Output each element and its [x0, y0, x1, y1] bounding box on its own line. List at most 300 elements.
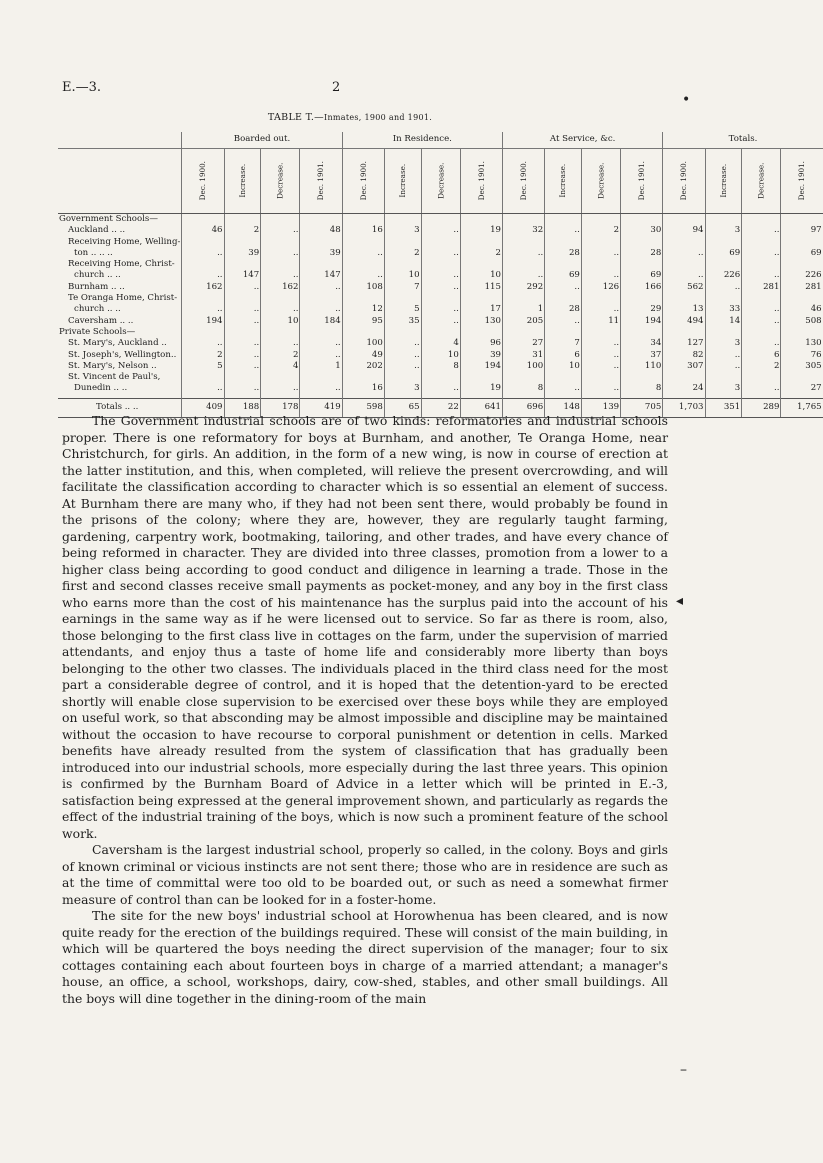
table-cell: [224, 214, 261, 226]
table-cell: ..: [300, 338, 342, 349]
table-cell: 126: [581, 282, 620, 293]
table-cell: [621, 372, 663, 383]
table-cell: ..: [742, 248, 781, 259]
table-cell: 494: [663, 316, 705, 327]
table-cell: 97: [781, 225, 823, 236]
table-cell: 10: [384, 270, 421, 281]
table-cell: 8: [503, 383, 545, 398]
table-cell: 35: [384, 316, 421, 327]
column-header: Increase.: [705, 149, 742, 214]
table-cell: [663, 293, 705, 304]
table-cell: [742, 327, 781, 338]
table-cell: [224, 259, 261, 270]
table-cell: ..: [182, 304, 224, 315]
table-row: [58, 338, 823, 349]
table-cell: 31: [503, 350, 545, 361]
table-row: [58, 383, 823, 398]
table-row: [58, 237, 823, 248]
margin-mark: ◂: [676, 593, 684, 609]
table-row: [58, 293, 823, 304]
table-cell: 69: [621, 270, 663, 281]
table-cell: [503, 214, 545, 226]
table-cell: 178: [261, 398, 300, 417]
table-cell: ..: [342, 248, 384, 259]
table-cell: [300, 259, 342, 270]
table-cell: [460, 214, 502, 226]
table-cell: 108: [342, 282, 384, 293]
row-label: Government Schools—: [59, 214, 158, 224]
table-cell: [545, 259, 582, 270]
paragraph: The Government industrial schools are of two kinds: reformatories and industrial schools proper. There is one reformatory for boys at Burnham, and another, Te Oranga Home, near Christchurch, for girls. An addition, in the form of a new wing, is now in course of erection at the latter institution, and this, when completed, will relieve the present overcrowding, and will facilitate the classification according to character which is so essential an element of success. At Burnham there are many who, if they had not been sent there, would probably be found in the prisons of the colony; where they are, however, they are regularly taught farming, gardening, carpentry work, bootmaking, tailoring, and other trades, and have every chance of being reformed in character. They are divided into three classes, promotion from a lower to a higher class being according to good conduct and diligence in learning a trade. Those in the first and second classes receive small payments as pocket-money, and any boy in the first class who earns more than the cost of his maintenance has the surplus paid into the account of his earnings in the same way as if he were licensed out to service. So far as there is room, also, those belonging to the first class live in cottages on the farm, under the supervision of married attendants, and enjoy thus a taste of home life and considerably more liberty than boys belonging to the other two classes. The individuals placed in the third class need for the most part a considerable degree of control, and it is hoped that the detention-yard to be erected shortly will enable close supervision to be exercised over these boys while they are employed on useful work, so that absconding may be almost impossible and discipline may be maintained without the occasion to have recourse to corporal punishment or detention in cells. Marked benefits have already resulted from the system of classification that has gradually been introduced into our industrial schools, more especially during the last three years. This opinion is confirmed by the Burnham Board of Advice in a letter which will be printed in E.-3, satisfaction being expressed at the general improvement shown, and particularly as regards the effect of the industrial training of the boys, which is now such a prominent feature of the school work.: [62, 413, 668, 841]
table-cell: ..: [261, 383, 300, 398]
table-cell: 147: [300, 270, 342, 281]
table-cell: [182, 214, 224, 226]
row-label: Totals .. ..: [58, 398, 182, 417]
table-cell: [261, 259, 300, 270]
table-cell: 696: [503, 398, 545, 417]
table-cell: 419: [300, 398, 342, 417]
table-cell: 508: [781, 316, 823, 327]
table-cell: 10: [261, 316, 300, 327]
table-cell: [742, 293, 781, 304]
inmates-table: [58, 132, 823, 418]
row-label: St. Mary's, Auckland ..: [68, 338, 167, 349]
table-cell: [503, 293, 545, 304]
table-cell: 166: [621, 282, 663, 293]
table-cell: 10: [421, 350, 460, 361]
row-label: Auckland .. ..: [68, 225, 126, 236]
table-cell: ..: [581, 248, 620, 259]
table-cell: 65: [384, 398, 421, 417]
table-row: [58, 350, 823, 361]
table-cell: 13: [663, 304, 705, 315]
table-cell: 148: [545, 398, 582, 417]
table-cell: 95: [342, 316, 384, 327]
table-cell: 289: [742, 398, 781, 417]
column-header: Decrease.: [421, 149, 460, 214]
table-cell: 5: [384, 304, 421, 315]
table-cell: 3: [705, 225, 742, 236]
table-cell: 22: [421, 398, 460, 417]
table-cell: 29: [621, 304, 663, 315]
table-cell: 194: [621, 316, 663, 327]
table-cell: ..: [224, 350, 261, 361]
table-cell: 16: [342, 383, 384, 398]
table-cell: [621, 237, 663, 248]
row-label: St. Joseph's, Wellington..: [68, 349, 177, 360]
table-cell: 94: [663, 225, 705, 236]
table-cell: 226: [781, 270, 823, 281]
table-cell: ..: [300, 383, 342, 398]
table-cell: 2: [581, 225, 620, 236]
table-cell: [300, 214, 342, 226]
table-cell: [224, 293, 261, 304]
table-cell: ..: [384, 338, 421, 349]
table-row: [58, 304, 823, 315]
table-cell: 4: [261, 361, 300, 372]
table-cell: [581, 293, 620, 304]
column-header: Dec. 1900.: [663, 149, 705, 214]
table-cell: 2: [182, 350, 224, 361]
table-row: [58, 361, 823, 372]
table-cell: ..: [545, 383, 582, 398]
column-header: Dec. 1901.: [460, 149, 502, 214]
table-cell: ..: [384, 350, 421, 361]
table-cell: 8: [421, 361, 460, 372]
table-cell: 2: [384, 248, 421, 259]
body-text: [62, 413, 668, 1007]
table-cell: 28: [545, 304, 582, 315]
table-cell: 130: [781, 338, 823, 349]
table-cell: ..: [503, 270, 545, 281]
table-cell: [384, 372, 421, 383]
row-label: Private Schools—: [59, 326, 136, 337]
table-cell: 3: [384, 383, 421, 398]
table-caption: TABLE T.—Inmates, 1900 and 1901.: [267, 112, 433, 123]
table-cell: 30: [621, 225, 663, 236]
table-cell: 27: [503, 338, 545, 349]
table-cell: 11: [581, 316, 620, 327]
table-cell: [663, 214, 705, 226]
table-cell: [182, 293, 224, 304]
row-label: Receiving Home, Christ-: [68, 259, 175, 270]
column-header: Dec. 1900.: [342, 149, 384, 214]
table-cell: [705, 237, 742, 248]
table-cell: 100: [503, 361, 545, 372]
table-cell: 19: [460, 383, 502, 398]
table-cell: [384, 237, 421, 248]
table-row: [58, 327, 823, 338]
row-label: Dunedin .. ..: [74, 383, 128, 394]
table-cell: 1: [300, 361, 342, 372]
table-cell: ..: [503, 248, 545, 259]
table-cell: 139: [581, 398, 620, 417]
table-cell: 1,703: [663, 398, 705, 417]
table-cell: 82: [663, 350, 705, 361]
table-cell: ..: [261, 225, 300, 236]
table-cell: 39: [224, 248, 261, 259]
row-label: St. Vincent de Paul's,: [68, 372, 161, 383]
table-row: [58, 316, 823, 327]
table-cell: ..: [421, 282, 460, 293]
table-row: [58, 214, 823, 226]
table-cell: [460, 327, 502, 338]
table-cell: ..: [182, 338, 224, 349]
table-row: [58, 270, 823, 281]
table-cell: [261, 327, 300, 338]
table-cell: [224, 372, 261, 383]
table-cell: ..: [182, 270, 224, 281]
table-cell: ..: [300, 282, 342, 293]
table-cell: [421, 214, 460, 226]
table-cell: [421, 237, 460, 248]
table-cell: ..: [742, 304, 781, 315]
table-cell: [581, 237, 620, 248]
group-boarded-out: Boarded out.: [182, 132, 342, 149]
table-cell: [384, 293, 421, 304]
table-cell: 39: [300, 248, 342, 259]
table-cell: [384, 214, 421, 226]
table-cell: 48: [300, 225, 342, 236]
table-cell: ..: [300, 304, 342, 315]
table-cell: [781, 237, 823, 248]
table-cell: [621, 259, 663, 270]
table-cell: [581, 327, 620, 338]
table-cell: 8: [621, 383, 663, 398]
table-cell: 562: [663, 282, 705, 293]
table-cell: [182, 237, 224, 248]
table-cell: 37: [621, 350, 663, 361]
table-cell: 409: [182, 398, 224, 417]
table-cell: ..: [421, 248, 460, 259]
table-cell: 46: [182, 225, 224, 236]
table-cell: ..: [663, 270, 705, 281]
table-cell: ..: [224, 304, 261, 315]
table-cell: ..: [742, 270, 781, 281]
table-cell: [545, 214, 582, 226]
table-cell: [182, 372, 224, 383]
table-cell: ..: [581, 361, 620, 372]
table-cell: [224, 327, 261, 338]
table-cell: ..: [182, 248, 224, 259]
table-cell: ..: [545, 225, 582, 236]
row-label: church .. ..: [74, 270, 121, 281]
column-header: Decrease.: [742, 149, 781, 214]
table-cell: [261, 293, 300, 304]
table-stub-header: [58, 149, 182, 214]
table-cell: [581, 259, 620, 270]
column-header: Increase.: [224, 149, 261, 214]
table-cell: 16: [342, 225, 384, 236]
table-row: [58, 248, 823, 259]
table-cell: [421, 293, 460, 304]
table-cell: 3: [705, 338, 742, 349]
table-cell: 69: [705, 248, 742, 259]
column-header: Dec. 1900.: [182, 149, 224, 214]
table-cell: [742, 214, 781, 226]
table-row: [58, 282, 823, 293]
table-cell: 281: [742, 282, 781, 293]
table-cell: ..: [742, 383, 781, 398]
table-cell: [342, 214, 384, 226]
table-cell: [663, 237, 705, 248]
table-cell: [705, 259, 742, 270]
table-cell: ..: [742, 316, 781, 327]
table-cell: 281: [781, 282, 823, 293]
table-cell: 3: [384, 225, 421, 236]
column-header: Dec. 1901.: [781, 149, 823, 214]
table-cell: [663, 372, 705, 383]
table-cell: ..: [261, 270, 300, 281]
table-cell: [545, 372, 582, 383]
table-cell: 32: [503, 225, 545, 236]
column-header: Decrease.: [581, 149, 620, 214]
table-cell: 292: [503, 282, 545, 293]
table-cell: ..: [421, 304, 460, 315]
table-cell: ..: [581, 304, 620, 315]
table-cell: 115: [460, 282, 502, 293]
table-cell: ..: [581, 338, 620, 349]
table-cell: [261, 214, 300, 226]
table-cell: [663, 259, 705, 270]
table-cell: 3: [705, 383, 742, 398]
group-totals: Totals.: [663, 132, 823, 149]
table-cell: 147: [224, 270, 261, 281]
table-cell: [503, 372, 545, 383]
table-cell: 705: [621, 398, 663, 417]
table-cell: ..: [421, 270, 460, 281]
table-cell: [342, 237, 384, 248]
table-cell: 162: [182, 282, 224, 293]
table-cell: ..: [224, 383, 261, 398]
table-cell: 49: [342, 350, 384, 361]
table-cell: 598: [342, 398, 384, 417]
table-cell: [705, 327, 742, 338]
table-cell: 130: [460, 316, 502, 327]
table-cell: 69: [781, 248, 823, 259]
group-at-service: At Service, &c.: [503, 132, 663, 149]
table-cell: ..: [421, 316, 460, 327]
table-cell: 6: [545, 350, 582, 361]
table-cell: [781, 372, 823, 383]
table-cell: 24: [663, 383, 705, 398]
table-cell: 100: [342, 338, 384, 349]
table-stub-header: [58, 132, 182, 149]
table-cell: 162: [261, 282, 300, 293]
table-cell: ..: [224, 282, 261, 293]
column-header: Dec. 1901.: [621, 149, 663, 214]
row-label: St. Mary's, Nelson ..: [68, 360, 157, 371]
table-cell: 202: [342, 361, 384, 372]
table-cell: 7: [545, 338, 582, 349]
table-cell: 194: [460, 361, 502, 372]
table-cell: ..: [421, 225, 460, 236]
table-cell: 1: [503, 304, 545, 315]
table-cell: [342, 259, 384, 270]
table-cell: 305: [781, 361, 823, 372]
table-cell: [545, 327, 582, 338]
table-cell: [421, 372, 460, 383]
table-cell: ..: [545, 282, 582, 293]
table-cell: 2: [224, 225, 261, 236]
column-header-row: [58, 149, 823, 214]
table-cell: 96: [460, 338, 502, 349]
column-header: Decrease.: [261, 149, 300, 214]
table-cell: ..: [545, 316, 582, 327]
table-cell: [503, 327, 545, 338]
table-cell: 226: [705, 270, 742, 281]
table-cell: ..: [261, 304, 300, 315]
table-cell: ..: [705, 282, 742, 293]
table-cell: 17: [460, 304, 502, 315]
table-cell: ..: [261, 248, 300, 259]
table-cell: 1,765: [781, 398, 823, 417]
table-cell: [261, 372, 300, 383]
table-cell: 7: [384, 282, 421, 293]
table-cell: [182, 327, 224, 338]
paragraph: The site for the new boys' industrial school at Horowhenua has been cleared, and is now quite ready for the erection of the buildings required. These will consist of the main building, in which will be quartered the boys needing the direct supervision of the manager; four to six cottages containing each about fourteen boys in charge of a married attendant; a manager's house, an office, a school, workshops, dairy, cow-shed, stables, and other small buildings. All the boys will dine together in the dining-room of the main: [62, 908, 668, 1006]
table-cell: 28: [545, 248, 582, 259]
table-cell: 641: [460, 398, 502, 417]
table-cell: [460, 237, 502, 248]
table-cell: [742, 237, 781, 248]
table-cell: 5: [182, 361, 224, 372]
table-cell: ..: [742, 338, 781, 349]
row-label: ton .. .. ..: [74, 247, 113, 258]
table-row: [58, 225, 823, 236]
table-cell: ..: [261, 338, 300, 349]
table-cell: [581, 372, 620, 383]
table-cell: [781, 259, 823, 270]
table-cell: ..: [581, 270, 620, 281]
table-cell: ..: [224, 316, 261, 327]
table-cell: ..: [581, 350, 620, 361]
table-cell: [460, 293, 502, 304]
table-row: [58, 372, 823, 383]
group-in-residence: In Residence.: [342, 132, 502, 149]
table-cell: ..: [663, 248, 705, 259]
table-cell: [224, 237, 261, 248]
table-cell: [342, 327, 384, 338]
table-cell: 6: [742, 350, 781, 361]
table-cell: [342, 293, 384, 304]
table-cell: 69: [545, 270, 582, 281]
table-cell: 27: [781, 383, 823, 398]
table-cell: ..: [384, 361, 421, 372]
table-cell: 10: [545, 361, 582, 372]
table-cell: 205: [503, 316, 545, 327]
row-label: Caversham .. ..: [68, 315, 134, 326]
table-cell: [621, 327, 663, 338]
table-cell: ..: [300, 350, 342, 361]
row-label: church .. ..: [74, 304, 121, 315]
table-cell: [384, 327, 421, 338]
table-cell: ..: [705, 361, 742, 372]
table-cell: 46: [781, 304, 823, 315]
table-cell: [300, 237, 342, 248]
table-cell: [503, 237, 545, 248]
table-cell: 76: [781, 350, 823, 361]
table-cell: 12: [342, 304, 384, 315]
table-cell: [421, 259, 460, 270]
table-cell: ..: [342, 270, 384, 281]
table-cell: ..: [581, 383, 620, 398]
page-number: 2: [332, 80, 341, 95]
table-cell: [384, 259, 421, 270]
table-cell: [421, 327, 460, 338]
table-cell: [581, 214, 620, 226]
table-cell: 110: [621, 361, 663, 372]
table-cell: [300, 293, 342, 304]
table-cell: 34: [621, 338, 663, 349]
table-cell: 184: [300, 316, 342, 327]
table-cell: [460, 372, 502, 383]
table-cell: [705, 293, 742, 304]
table-cell: 188: [224, 398, 261, 417]
table-cell: 33: [705, 304, 742, 315]
series-reference: E.—3.: [62, 80, 102, 95]
table-cell: [621, 214, 663, 226]
table-cell: ..: [224, 338, 261, 349]
table-cell: 2: [261, 350, 300, 361]
table-cell: [545, 237, 582, 248]
table-cell: 4: [421, 338, 460, 349]
table-cell: [663, 327, 705, 338]
table-cell: [300, 327, 342, 338]
table-cell: 39: [460, 350, 502, 361]
table-cell: 351: [705, 398, 742, 417]
table-cell: 28: [621, 248, 663, 259]
